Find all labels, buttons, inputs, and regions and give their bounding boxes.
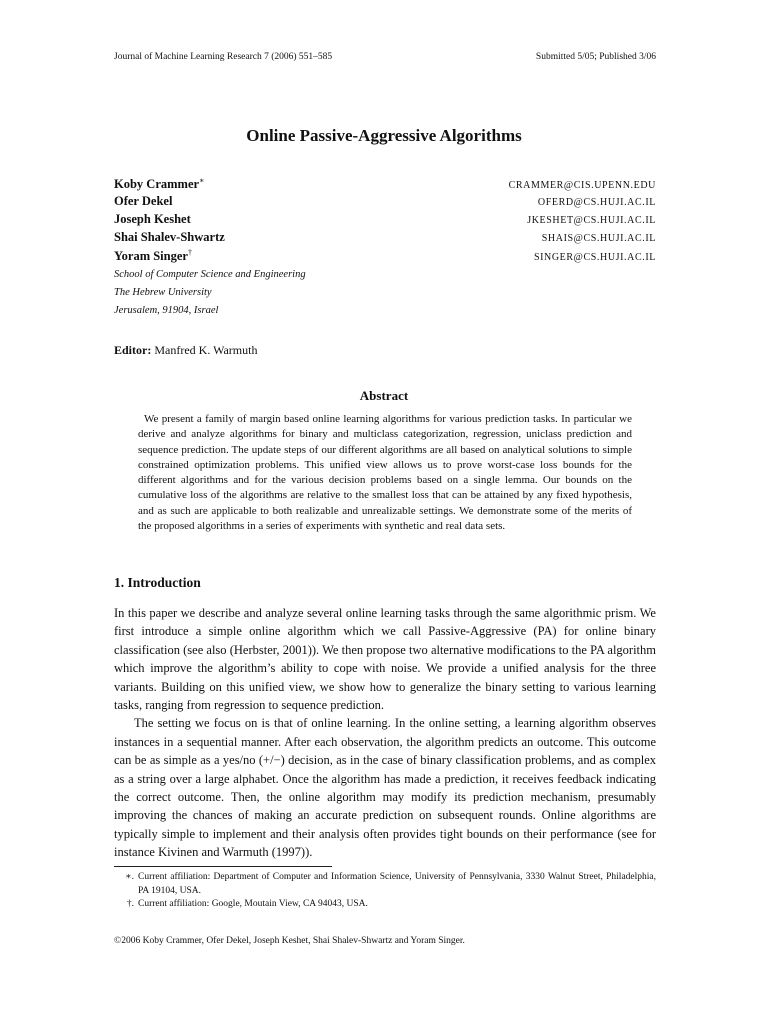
running-head bbox=[114, 52, 656, 62]
author-row bbox=[114, 230, 656, 248]
editor-label: Editor: bbox=[114, 343, 152, 357]
author-row bbox=[114, 212, 656, 230]
paragraph: The setting we focus on is that of online learning. In the online setting, a learning algorithm observes instances in a sequential manner. After each observation, the algorithm predicts an outcome. This outcome can be as simple as a yes/no (+/−) decision, as in the case of binary classification problems, and as complex as a string over a large alphabet. Once the algorithm has made a prediction, it receives feedback indicating the correct outcome. Then, the online algorithm may modify its prediction mechanism, presumably improving the chances of making an accurate prediction on subsequent rounds. Online algorithms are typically simple to implement and their analysis often provides tight bounds on their performance (see for instance Kivinen and Warmuth (1997)). bbox=[114, 716, 656, 860]
author-row bbox=[114, 176, 656, 194]
author-email: OFERD@CS.HUJI.AC.IL bbox=[537, 197, 656, 208]
footnote-mark: ∗. bbox=[125, 872, 134, 882]
abstract-text: We present a family of margin based online learning algorithms for various prediction tasks. In particular we derive and analyze algorithms for binary and multiclass categorization, regression, uniclass prediction and sequence prediction. The update steps of our different algorithms are all based on analytical solutions to simple constrained optimization problems. This unified view allows us to prove worst-case loss bounds for the different algorithms and for the various decision problems based on a single lemma. Our bounds on the cumulative loss of the algorithms are relative to the smallest loss that can be attained by any fixed hypothesis, and as such are applicable to both realizable and unrealizable settings. We demonstrate some of the merits of the proposed algorithms in a series of experiments with synthetic and real data sets. bbox=[138, 413, 632, 533]
paper-title: Online Passive-Aggressive Algorithms bbox=[246, 126, 522, 145]
author-name: Yoram Singer† bbox=[114, 248, 192, 264]
footnote bbox=[114, 871, 656, 898]
editor-line bbox=[114, 343, 257, 358]
footnote-text: Current affiliation: Google, Moutain View, CA 94043, USA. bbox=[138, 899, 368, 909]
affiliation-line: Jerusalem, 91904, Israel bbox=[114, 305, 219, 316]
author-name: Ofer Dekel bbox=[114, 194, 173, 208]
section-heading: 1. Introduction bbox=[114, 575, 201, 590]
introduction-body bbox=[114, 604, 656, 862]
paragraph: In this paper we describe and analyze several online learning tasks through the same algorithmic prism. We first introduce a simple online algorithm which we call Passive-Aggressive (PA) for online binary classification (see also (Herbster, 2001)). We then propose two alternative modifications to the PA algorithm which improve the algorithm’s ability to cope with noise. We provide a unified analysis for the three variants. Building on this unified view, we show how to generalize the binary setting to various learning tasks, ranging from regression to sequence prediction. bbox=[114, 606, 656, 713]
footnotes bbox=[114, 871, 656, 912]
footnote bbox=[114, 898, 656, 912]
author-block bbox=[114, 176, 656, 320]
author-email: SINGER@CS.HUJI.AC.IL bbox=[533, 252, 656, 264]
footnote-text: Current affiliation: Department of Computer and Information Science, University of Pennsylvania, 3330 Walnut Street, Philadelphia, PA 19104, USA. bbox=[138, 872, 656, 896]
author-row bbox=[114, 248, 656, 266]
author-email: CRAMMER@CIS.UPENN.EDU bbox=[508, 180, 656, 192]
copyright-notice: ©2006 Koby Crammer, Ofer Dekel, Joseph Keshet, Shai Shalev-Shwartz and Yoram Singer. bbox=[114, 936, 465, 946]
editor-name: Manfred K. Warmuth bbox=[154, 343, 258, 357]
author-name: Joseph Keshet bbox=[114, 212, 191, 226]
footnote-mark: †. bbox=[126, 899, 134, 909]
author-name: Shai Shalev-Shwartz bbox=[114, 230, 225, 244]
author-name: Koby Crammer∗ bbox=[114, 176, 205, 192]
affiliation-line: School of Computer Science and Engineering bbox=[114, 269, 306, 280]
author-row bbox=[114, 194, 656, 212]
abstract-heading: Abstract bbox=[359, 388, 409, 403]
affiliation-footnote-mark: † bbox=[187, 248, 192, 257]
author-email: SHAIS@CS.HUJI.AC.IL bbox=[541, 233, 656, 244]
footnote-divider bbox=[114, 866, 332, 867]
affiliation-line: The Hebrew University bbox=[114, 287, 212, 298]
affiliation-footnote-mark: ∗ bbox=[199, 176, 205, 185]
journal-citation: Journal of Machine Learning Research 7 (2006) 551–585 bbox=[114, 52, 333, 62]
submission-dates: Submitted 5/05; Published 3/06 bbox=[535, 52, 656, 62]
author-email: JKESHET@CS.HUJI.AC.IL bbox=[527, 215, 656, 226]
